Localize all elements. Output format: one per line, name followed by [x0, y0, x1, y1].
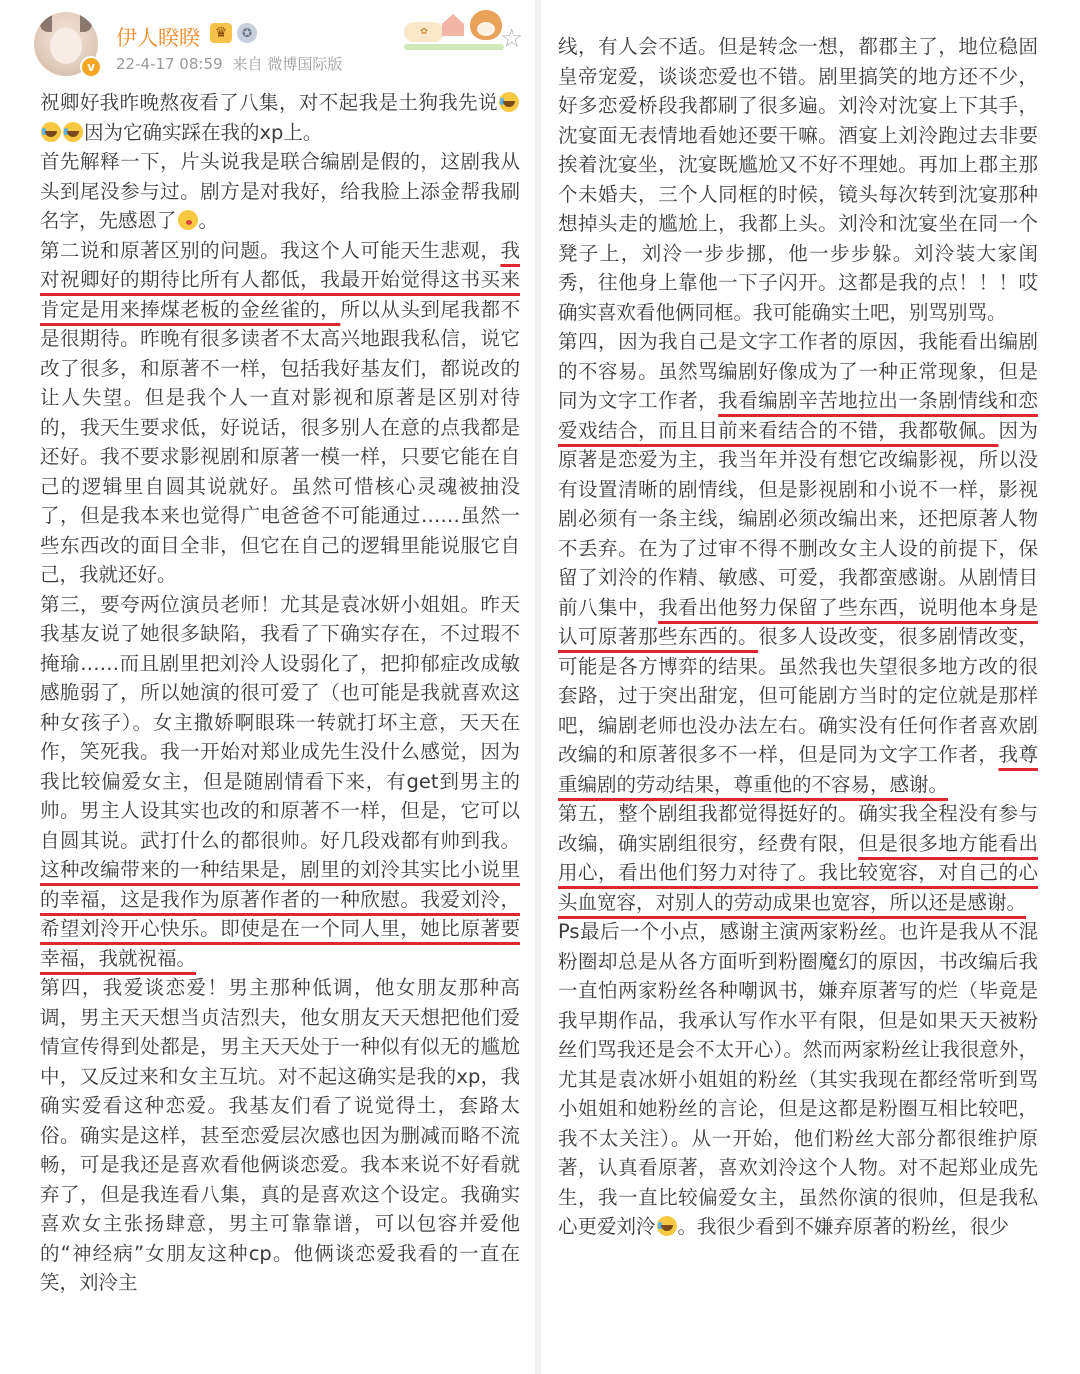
house-icon — [442, 14, 464, 36]
text-segment: Ps最后一个小点，感谢主演两家粉丝。也许是我从不混粉圈却总是从各方面听到粉圈魔幻的原因，书改编后我一直怕两家粉丝各种嘲讽书，嫌弃原著写的烂（毕竟是我早期作品，我承认写作水平有限，但是如果天天被粉丝们骂我还是会不太开心）。然而两家粉丝让我很意外，尤其是袁冰妍小姐姐的粉丝（其实我现在都经常听到骂小姐姐和她粉丝的言论，但是这都是粉圈互相比较吧，我不太关注）。从一开始，他们粉丝大部分都很维护原著，认真看原著，喜欢刘泠这个人物。对不起郑业成先生，我一直比较偏爱女主，虽然你演的很帅，但是我私心更爱刘泠 — [558, 920, 1038, 1238]
text-segment: 第四，因为我自己是文字工作者的原因，我能看出编剧的不容易。虽然骂编剧好像成为了一种正常现象，但是同为文字工作者， — [558, 330, 1038, 412]
underlined-text: 但是很多地方能看出用心，看出他们努力对待了。我比较宽容，对自己的心头血宽容，对别人的劳动成果也宽容，所以还是感谢。 — [558, 831, 1038, 914]
paragraph — [40, 590, 520, 974]
paragraph — [558, 799, 1038, 917]
underlined-text: 我对祝卿好的期待比所有人都低，我最开始觉得这书买来肯定是用来捧煤老板的金丝雀的， — [40, 238, 520, 321]
sign-icon: ✿ — [404, 22, 444, 42]
paragraph — [40, 147, 520, 236]
post-timestamp: 22-4-17 08:59 — [116, 55, 223, 73]
text-segment: 第三，要夸两位演员老师！尤其是袁冰妍小姐姐。昨天我基友说了她很多缺陷，我看了下确实存在，不过瑕不掩瑜……而且剧里把刘泠人设弱化了，把抑郁症改成敏感脆弱了，所以她演的很可爱了（也可能是我就喜欢这种女孩子）。女主撒娇啊眼珠一转就打坏主意，天天在作，笑死我。我一开始对郑业成先生没什么感觉，因为我比较偏爱女主，但是随剧情看下来，有get到男主的帅。男主人设其实也改的和原著不一样，但是，它可以自圆其说。武打什么的都很帅。好几段戏都有帅到我。 — [40, 592, 520, 852]
avatar-face — [50, 28, 82, 64]
text-segment: 第五，整个剧组我都觉得挺好的。确实我全程没有参与改编，确实剧组很穷，经费有限， — [558, 802, 1038, 855]
laugh-emoji-icon — [657, 1216, 677, 1236]
text-segment: 。 — [198, 209, 219, 232]
paragraph — [40, 236, 520, 590]
laugh-emoji-icon — [41, 122, 61, 142]
text-segment: 很多人设改变，很多剧情改变，可能是各方博弈的结果。虽然我也失望很多地方改的很套路，过于突出甜宠，但可能剧方当时的定位就是那样吧，编剧老师也没办法左右。确实没有任何作者喜欢剧改编的和原著很多不一样，但是同为文字工作者， — [558, 625, 1038, 766]
underlined-text: 我看出他努力保留了些东西，说明他本身是认可原著那些东西的。 — [558, 595, 1038, 648]
post-body-left — [40, 88, 520, 1298]
paragraph — [558, 327, 1038, 799]
text-segment: 。我很少看到不嫌弃原著的粉丝，很少 — [677, 1215, 1010, 1238]
paragraph — [558, 32, 1038, 327]
medal-icon[interactable]: ✪ — [237, 23, 257, 43]
paragraph — [558, 917, 1038, 1242]
post-body-right — [558, 32, 1038, 1242]
post-panel-right — [541, 0, 1080, 1374]
text-segment: 祝卿好我昨晚熬夜看了八集，对不起我是土狗我先说 — [40, 91, 498, 114]
star-icon[interactable]: ☆ — [500, 24, 524, 54]
user-name[interactable]: 伊人睽睽 — [116, 26, 200, 50]
text-segment: 第四，我爱谈恋爱！男主那种低调，他女朋友那种高调，男主天天想当贞洁烈夫，他女朋友天天想把他们爱情宣传得到处都是，男主天天处于一种似有似无的尴尬中，又反过来和女主互坑。对不起这确实是我的xp，我确实爱看这种恋爱。我基友们看了说觉得土，套路太俗。确实是这样，甚至恋爱层次感也因为删减而略不流畅，可是我还是喜欢看他俩谈恋爱。我本来说不好看就弃了，但是我连看八集，真的是喜欢这个设定。我确实喜欢女主张扬肆意，男主可靠靠谱，可以包容并爱他的“神经病”女朋友这种cp。他俩谈恋爱我看的一直在笑，刘泠主 — [40, 976, 520, 1294]
crown-icon[interactable]: ♛ — [210, 23, 232, 43]
underlined-text: 我看编剧辛苦地拉出一条剧情线和恋爱戏结合，而且目前来看结合的不错，我都敬佩。 — [558, 389, 1038, 442]
text-segment: 线，有人会不适。但是转念一想，都郡主了，地位稳固皇帝宠爱，谈谈恋爱也不错。剧里搞笑的地方还不少，好多恋爱桥段我都刷了很多遍。刘泠对沈宴上下其手，沈宴面无表情地看她还要干嘛。酒宴上刘泠跑过去非要挨着沈宴坐，沈宴既尴尬又不好不理她。再加上郡主那个未婚夫，三个人同框的时候，镜头每次转到沈宴那种想掉头走的尴尬上，我都上头。刘泠和沈宴坐在同一个凳子上，刘泠一步步挪，他一步步躲。刘泠装大家闺秀，往他身上靠他一下子闪开。这都是我的点！！！哎确实喜欢看他俩同框。我可能确实土吧，别骂别骂。 — [558, 35, 1038, 324]
paragraph — [40, 973, 520, 1298]
post-panel-left — [0, 0, 537, 1374]
grass-icon — [404, 44, 504, 50]
post-meta — [116, 53, 342, 74]
text-segment: 所以从头到尾我都不是很期待。昨晚有很多读者不太高兴地跟我私信，说它改了很多，和原著不一样，包括我好基友们，都说改的让人失望。但是我个人一直对影视和原著是区别对待的，我天生要求低，好说话，很多别人在意的点我都是还好。我不要求影视剧和原著一模一样，只要它能在自己的逻辑里自圆其说就好。虽然可惜核心灵魂被抽没了，但是我本来也觉得广电爸爸不可能通过……虽然一些东西改的面目全非，但它在自己的逻辑里能说服它自己，我就还好。 — [40, 297, 520, 586]
text-segment: 第二说和原著区别的问题。我这个人可能天生悲观， — [40, 238, 501, 262]
text-segment: 因为原著是恋爱为主，我当年并没有想它改编影视，所以没有设置清晰的剧情线，但是影视剧和小说不一样，影视剧必须有一条主线，编剧必须改编出来，还把原著人物不丢弃。在为了过审不得不删改女主人设的前提下，保留了刘泠的作精、敏感、可爱，我都蛮感谢。从剧情目前八集中， — [558, 418, 1038, 619]
text-segment: 因为它确实踩在我的xp上。 — [84, 120, 323, 144]
paragraph — [40, 88, 520, 147]
underlined-text: 我尊重编剧的劳动结果，尊重他的不容易，感谢。 — [558, 743, 1038, 796]
kiss-emoji-icon — [178, 210, 198, 230]
post-source[interactable]: 来自 微博国际版 — [232, 55, 343, 73]
laugh-emoji-icon — [63, 122, 83, 142]
text-segment: 首先解释一下，片头说我是联合编剧是假的，这剧我从头到尾没参与过。剧方是对我好，给我脸上添金帮我刷名字，先感恩了 — [40, 150, 520, 232]
verified-icon: v — [80, 56, 102, 78]
card-decoration — [404, 8, 504, 52]
laugh-emoji-icon — [499, 92, 519, 112]
shiba-dog-icon — [470, 10, 502, 40]
post-header — [34, 8, 529, 82]
underlined-text: 这种改编带来的一种结果是，剧里的刘泠其实比小说里的幸福，这是我作为原著作者的一种欣慰。我爱刘泠，希望刘泠开心快乐。即使是在一个同人里，她比原著要幸福，我就祝福。 — [40, 858, 520, 970]
